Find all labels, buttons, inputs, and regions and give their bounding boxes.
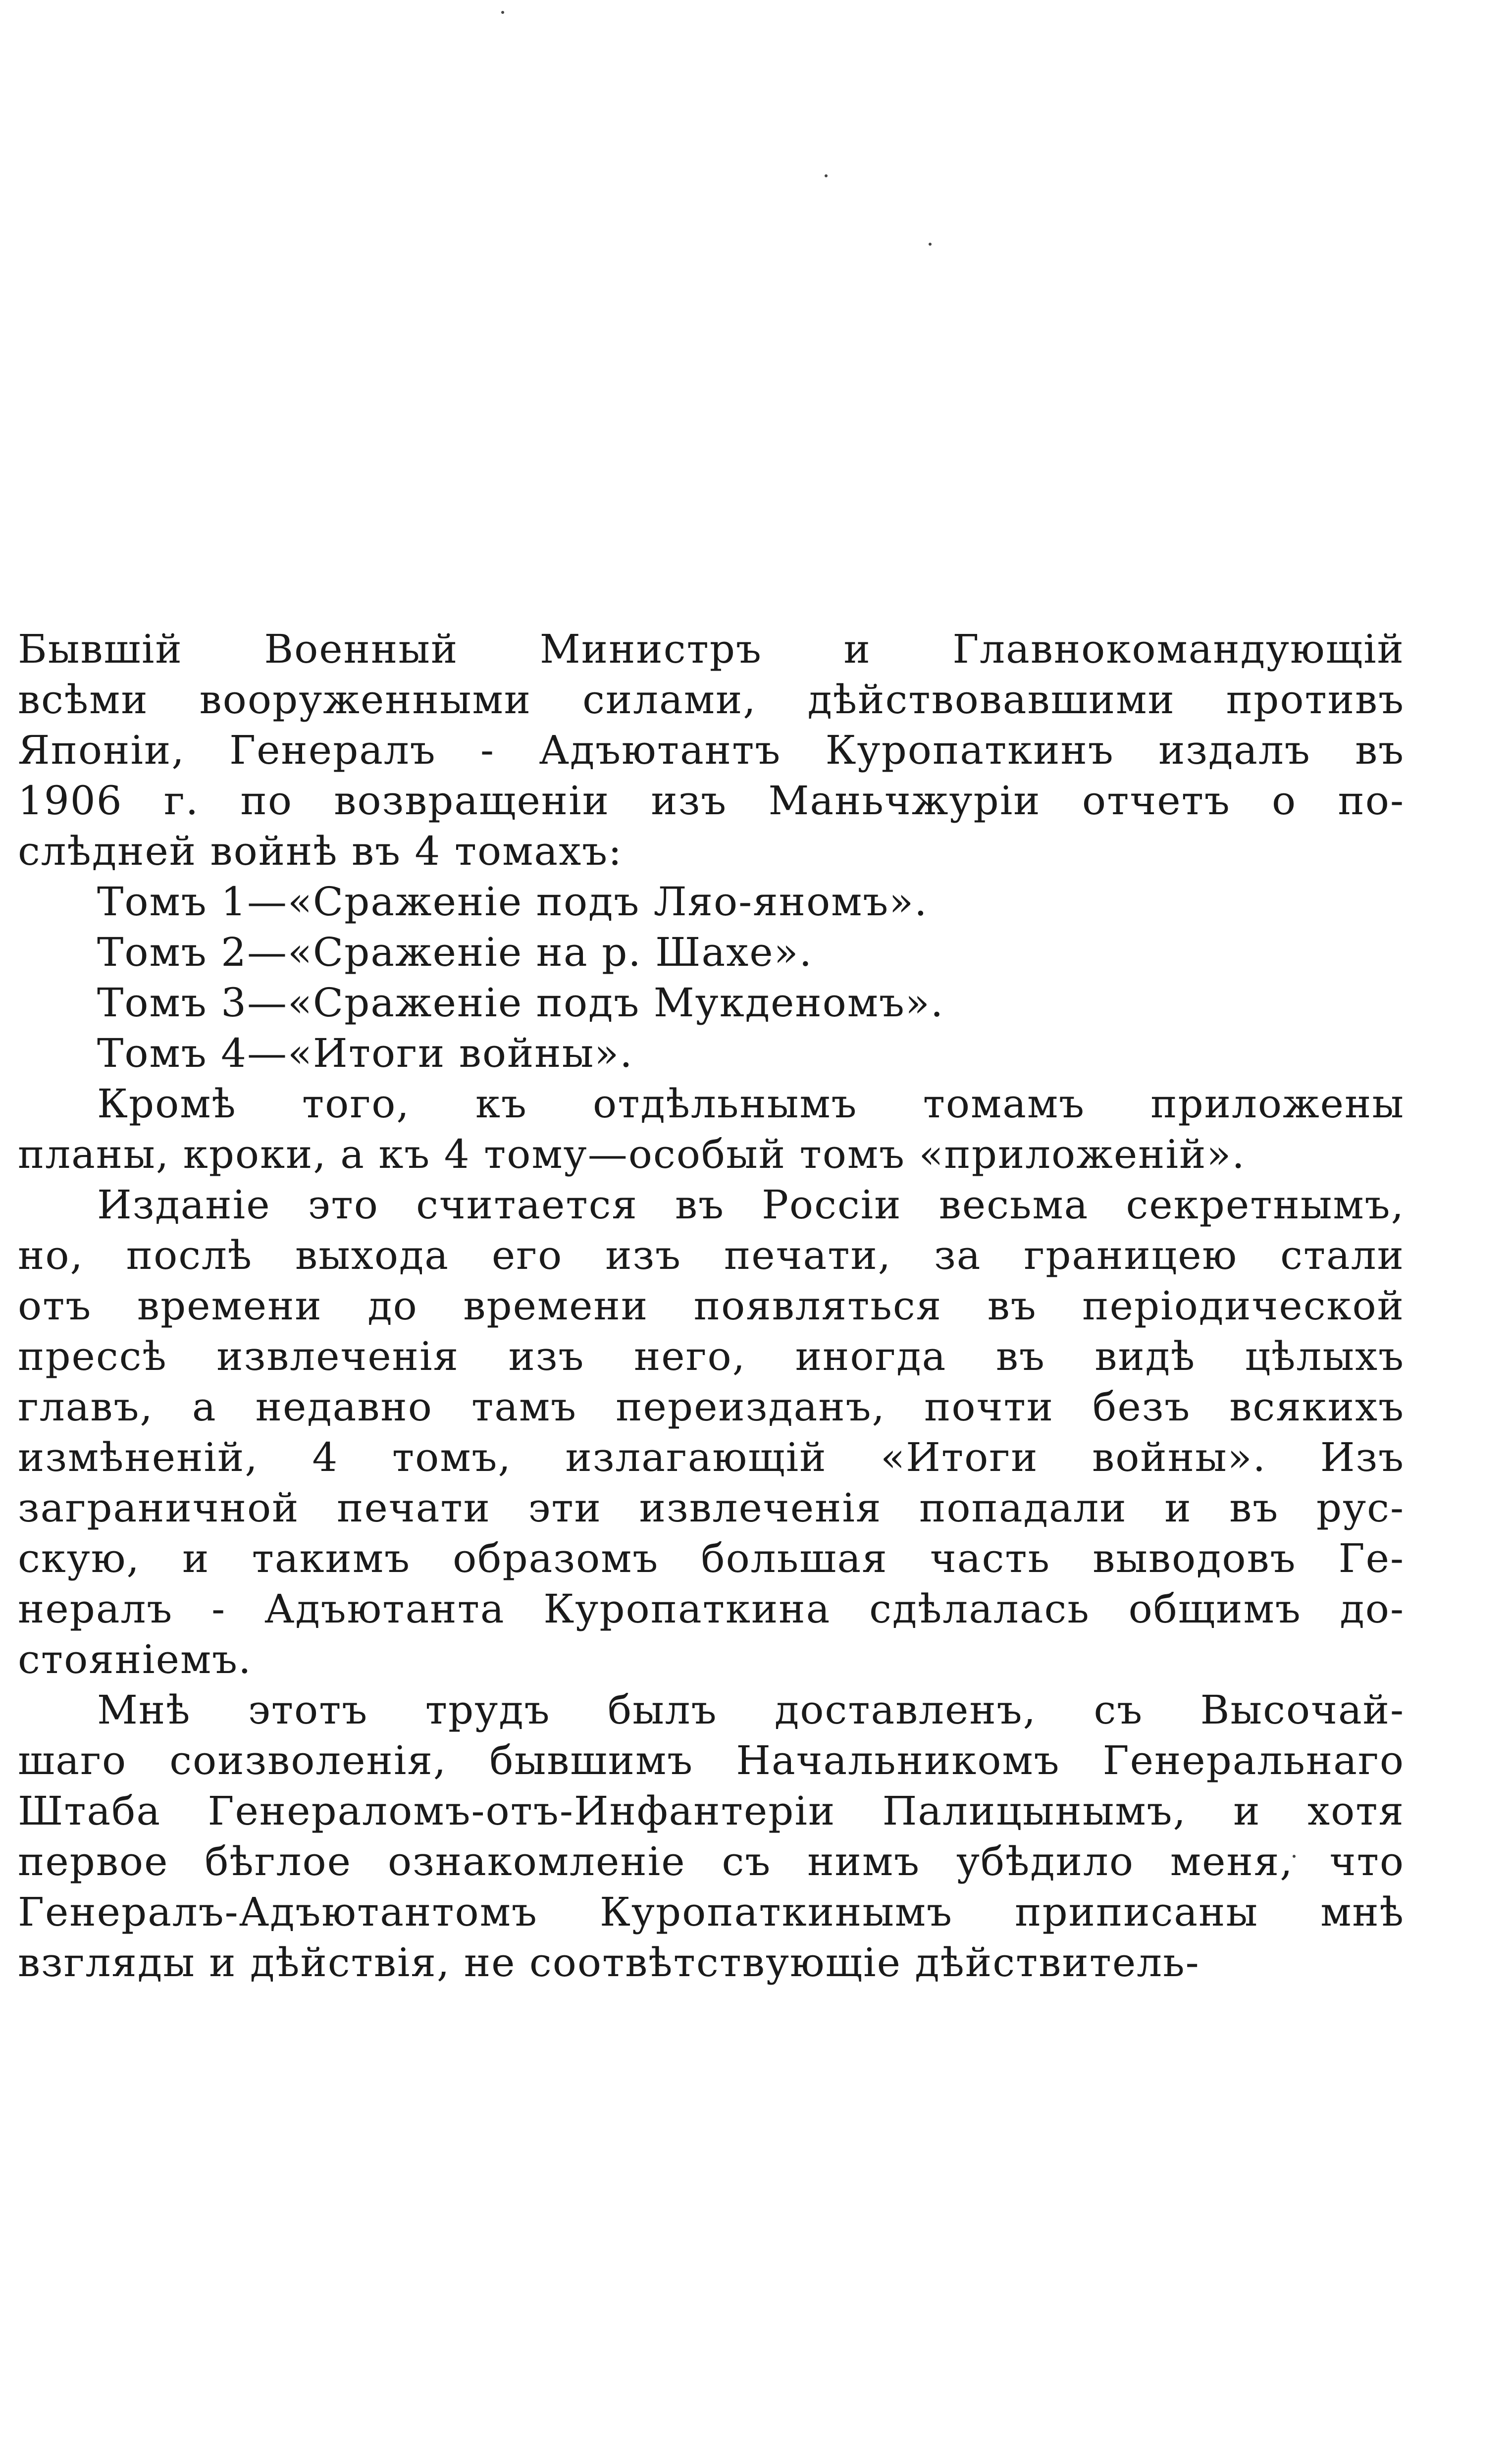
text-line: всѣми вооруженными силами, дѣйствовавшими противъ [18,677,1405,723]
text-line: Японіи, Генералъ - Адъютантъ Куропаткинъ издалъ въ [18,727,1405,773]
text-line: первое бѣглое ознакомленіе съ нимъ убѣдило меня, что [18,1838,1405,1885]
text-line: нералъ - Адъютанта Куропаткина сдѣлалась общимъ до- [18,1586,1405,1632]
text-line: прессѣ извлеченія изъ него, иногда въ видѣ цѣлыхъ [18,1333,1405,1379]
text-line: измѣненій, 4 томъ, излагающій «Итоги войны». Изъ [18,1434,1405,1480]
text-line: стояніемъ. [18,1636,252,1682]
text-line: слѣдней войнѣ въ 4 томахъ: [18,828,623,874]
text-line: Генералъ-Адъютантомъ Куропаткинымъ приписаны мнѣ [18,1889,1405,1935]
text-line: взгляды и дѣйствія, не соотвѣтствующіе дѣйствитель- [18,1939,1200,1986]
print-speck [825,174,828,177]
text-line: отъ времени до времени появляться въ періодической [18,1283,1405,1329]
text-line: заграничной печати эти извлеченія попадали и въ рус- [18,1485,1405,1531]
print-speck [501,11,504,14]
text-line: Томъ 4—«Итоги войны». [97,1030,633,1076]
text-line: Кромѣ того, къ отдѣльнымъ томамъ приложены [97,1081,1405,1127]
text-line: Мнѣ этотъ трудъ былъ доставленъ, съ Высочай- [97,1687,1405,1733]
text-line: Штаба Генераломъ-отъ-Инфантеріи Палицынымъ, и хотя [18,1788,1405,1834]
text-line: Бывшій Военный Министръ и Главнокомандующій [18,626,1405,672]
text-line: 1906 г. по возвращеніи изъ Маньчжуріи отчетъ о по- [18,778,1405,824]
body-text [18,624,1405,1988]
text-line: Томъ 3—«Сраженіе подъ Мукденомъ». [97,980,944,1026]
text-line: планы, кроки, а къ 4 тому—особый томъ «приложеній». [18,1131,1246,1177]
text-line: Изданіе это считается въ Россіи весьма секретнымъ, [97,1182,1405,1228]
text-line: шаго соизволенія, бывшимъ Начальникомъ Генеральнаго [18,1737,1405,1783]
text-line: Томъ 2—«Сраженіе на р. Шахе». [97,929,813,975]
text-line: Томъ 1—«Сраженіе подъ Ляо-яномъ». [97,879,928,925]
text-line: скую, и такимъ образомъ большая часть выводовъ Ге- [18,1535,1405,1581]
print-speck [929,243,932,246]
text-line: но, послѣ выхода его изъ печати, за границею стали [18,1232,1405,1278]
text-line: главъ, а недавно тамъ переизданъ, почти безъ всякихъ [18,1384,1405,1430]
